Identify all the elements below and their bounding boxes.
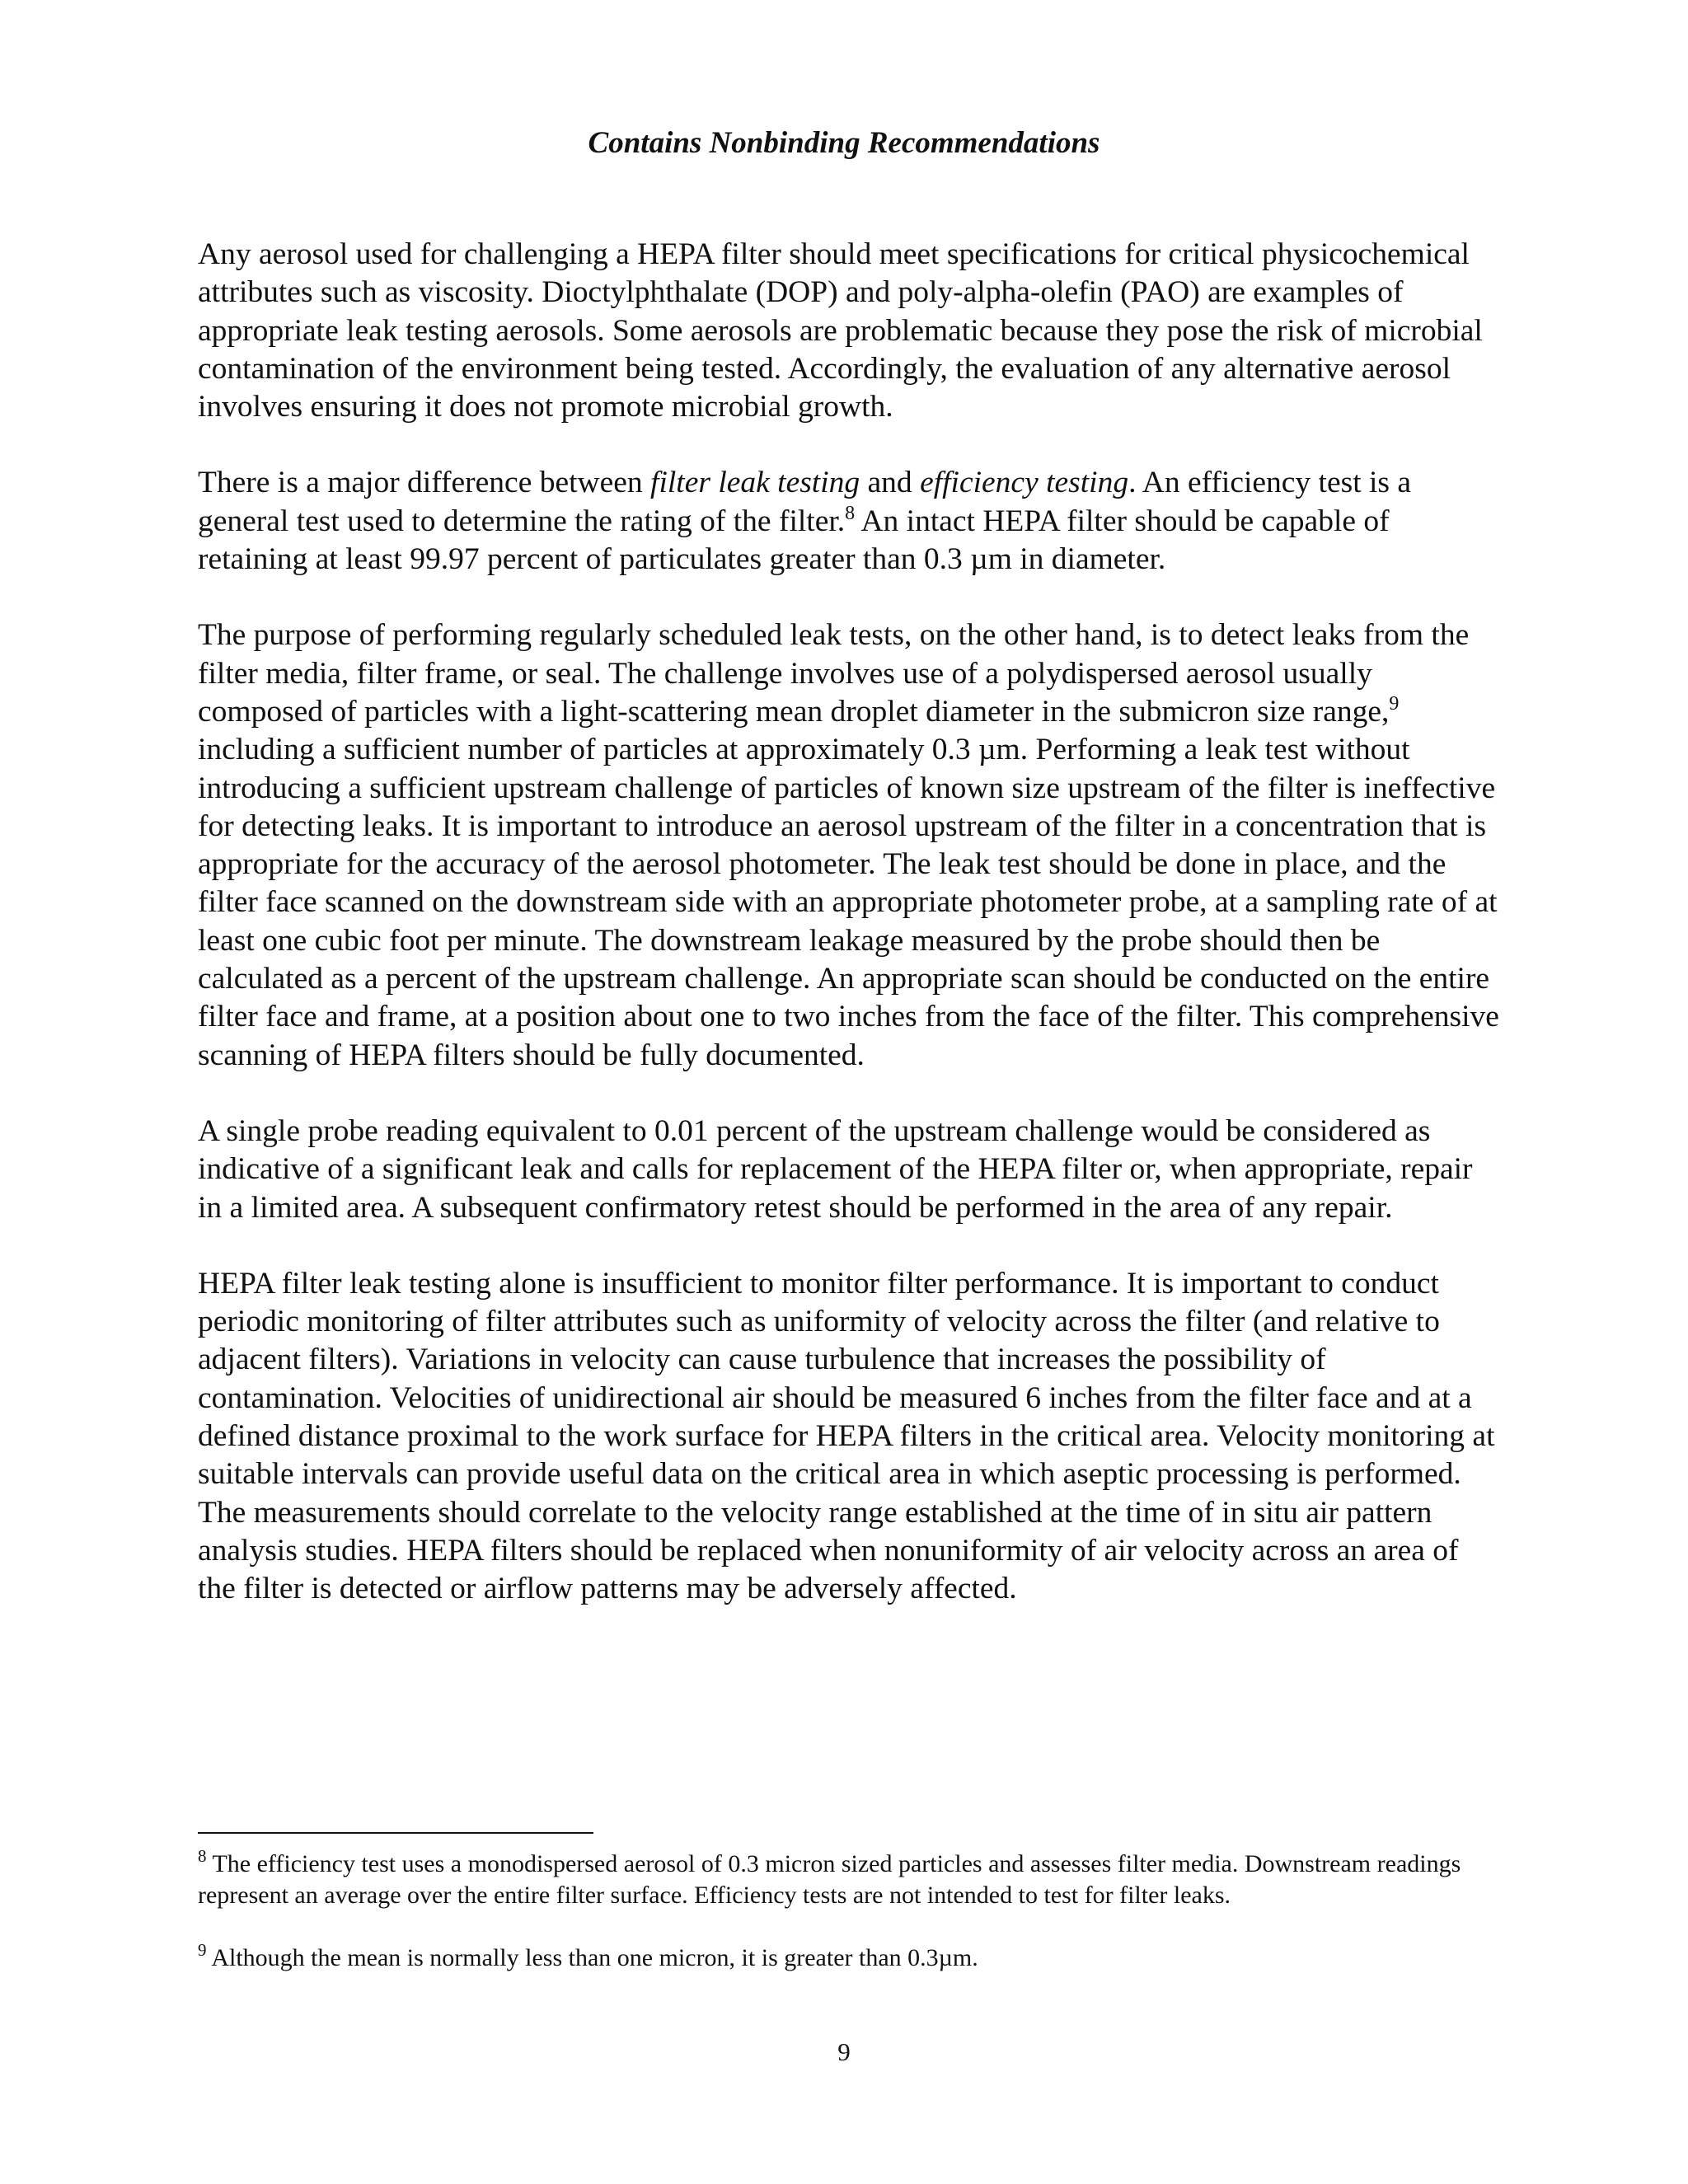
paragraph-text: including a sufficient number of particles at approximately 0.3 µm. Performing a leak test without introducing a sufficient upstream challenge of particles of known size upstream of the filter is ineffective for detecting leaks. It is important to introduce an aerosol upstream of the filter in a concentration that is appropriate for the accuracy of the aerosol photometer. The leak test should be done in place, and the filter face scanned on the downstream side with an appropriate photometer probe, at a sampling rate of at least one cubic foot per minute. The downstream leakage measured by the probe should then be calculated as a percent of the upstream challenge. An appropriate scan should be conducted on the entire filter face and frame, at a position about one to two inches from the face of the filter. This comprehensive scanning of HEPA filters should be fully documented.	[198, 733, 1499, 1072]
footnote-number: 9	[198, 1940, 207, 1960]
footnote-separator	[198, 1832, 593, 1834]
paragraph-leak-vs-efficiency	[198, 464, 1500, 579]
paragraph-text: . An efficiency test is a general test used to determine the rating of the filter.	[198, 466, 1412, 538]
body-text	[198, 236, 1500, 1647]
paragraph-aerosol-specifications: Any aerosol used for challenging a HEPA filter should meet specifications for critical physicochemical attributes such as viscosity. Dioctylphthalate (DOP) and poly-alpha-olefin (PAO) are examples of appropriate leak testing aerosols. Some aerosols are problematic because they pose the risk of microbial contamination of the environment being tested. Accordingly, the evaluation of any alternative aerosol involves ensuring it does not promote microbial growth.	[198, 237, 1483, 424]
paragraph-probe-reading: A single probe reading equivalent to 0.01 percent of the upstream challenge would be considered as indicative of a significant leak and calls for replacement of the HEPA filter or, when appropriate, repair in a limited area. A subsequent confirmatory retest should be performed in the area of any repair.	[198, 1113, 1473, 1225]
footnote-8	[198, 1846, 1500, 1911]
paragraph-text: The purpose of performing regularly scheduled leak tests, on the other hand, is to detect leaks from the filter media, filter frame, or seal. The challenge involves use of a polydispersed aerosol usually composed of particles with a light-scattering mean droplet diameter in the submicron size range,	[198, 618, 1470, 729]
page-number: 9	[837, 2037, 851, 2066]
paragraph-text: An intact HEPA filter should be capable of retaining at least 99.97 percent of particulates greater than 0.3 µm in diameter.	[198, 504, 1390, 577]
footnote-ref-9[interactable]: 9	[1389, 692, 1400, 715]
footnotes	[198, 1846, 1500, 2005]
paragraph-leak-test-purpose	[198, 616, 1500, 1075]
footnote-text: The efficiency test uses a monodispersed aerosol of 0.3 micron sized particles and assesses filter media. Downstream readings represent an average over the entire filter surface. Efficiency tests are not intended to test for filter leaks.	[198, 1850, 1461, 1909]
paragraph-text: and	[860, 466, 921, 500]
paragraph-text: There is a major difference between	[198, 466, 651, 500]
footnote-ref-8[interactable]: 8	[845, 502, 856, 524]
footnote-9	[198, 1940, 1500, 1974]
emphasis-filter-leak-testing: filter leak testing	[650, 466, 860, 500]
page-header: Contains Nonbinding Recommendations	[588, 126, 1100, 160]
footnote-number: 8	[198, 1846, 207, 1866]
paragraph-velocity-monitoring: HEPA filter leak testing alone is insufficient to monitor filter performance. It is important to conduct periodic monitoring of filter attributes such as uniformity of velocity across the filter (and relative to adjacent filters). Variations in velocity can cause turbulence that increases the possibility of contamination. Velocities of unidirectional air should be measured 6 inches from the filter face and at a defined distance proximal to the work surface for HEPA filters in the critical area. Velocity monitoring at suitable intervals can provide useful data on the critical area in which aseptic processing is performed. The measurements should correlate to the velocity range established at the time of in situ air pattern analysis studies. HEPA filters should be replaced when nonuniformity of air velocity across an area of the filter is detected or airflow patterns may be adversely affected.	[198, 1266, 1495, 1606]
emphasis-efficiency-testing: efficiency testing	[920, 466, 1129, 500]
footnote-text: Although the mean is normally less than one micron, it is greater than 0.3µm.	[206, 1944, 978, 1971]
